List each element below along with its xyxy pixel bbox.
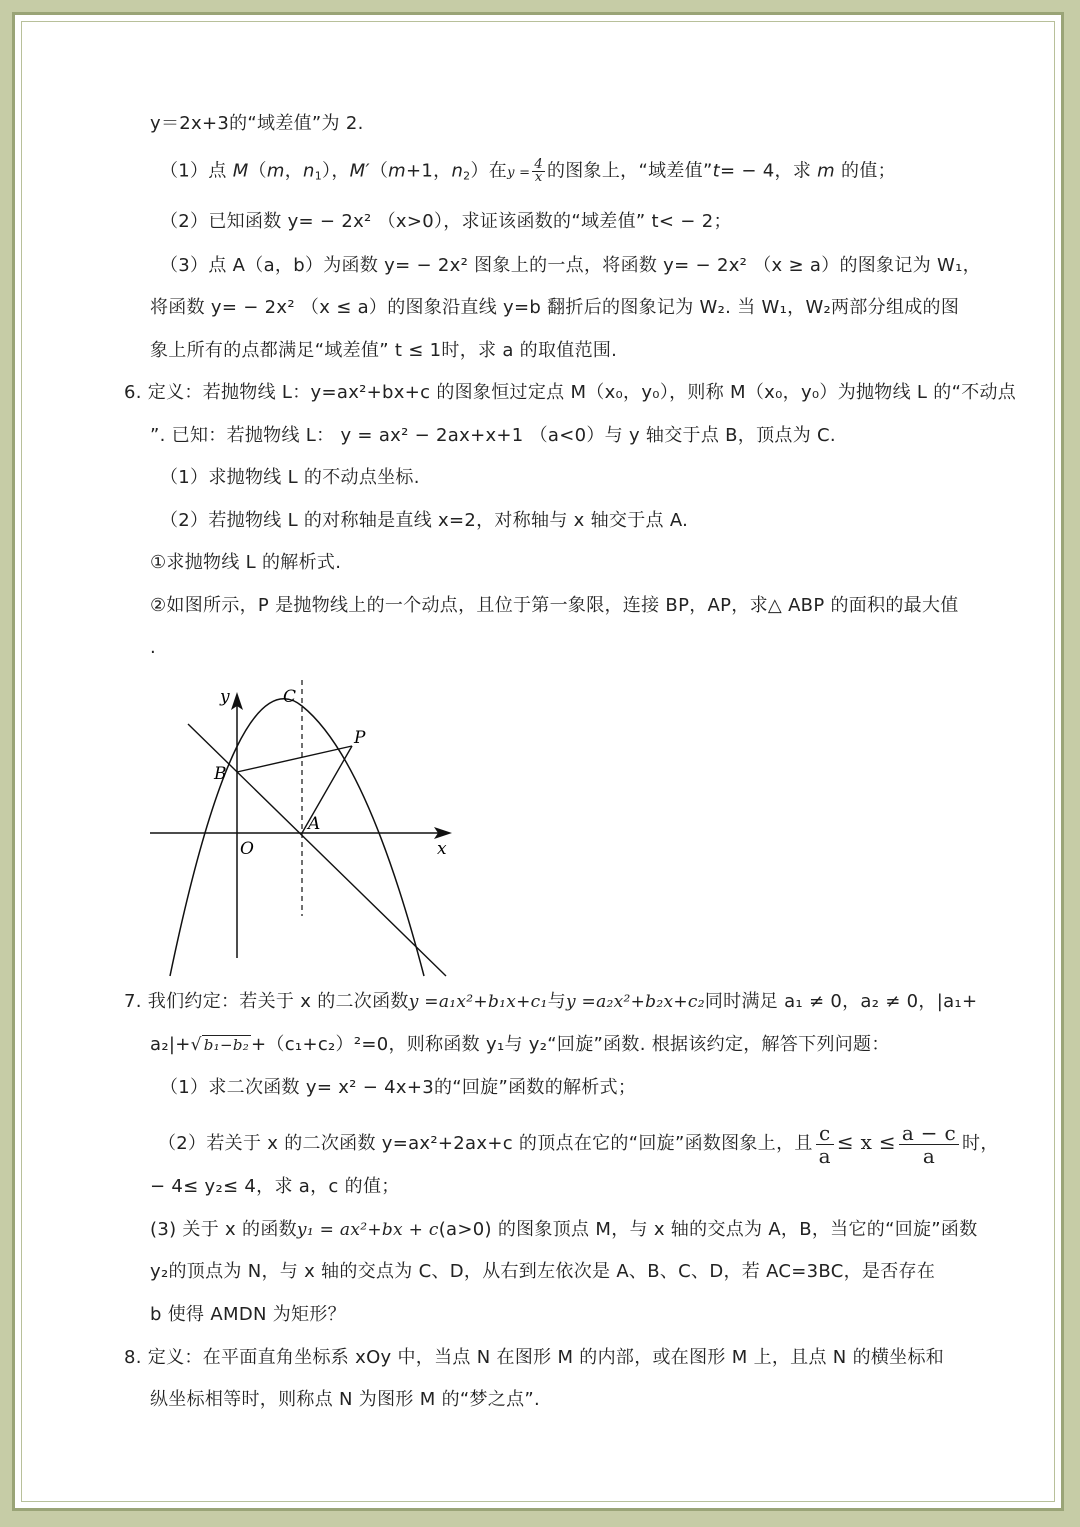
p5-q1-text-d: ）， — [322, 160, 350, 182]
parabola-curve — [170, 699, 424, 976]
p5-q1-text-c: ， — [284, 160, 303, 182]
p5-q1-text-i: = − 4，求 — [719, 160, 818, 182]
p7-line-1 — [124, 990, 977, 1014]
p8-line-1: 8. 定义：在平面直角坐标系 xOy 中，当点 N 在图形 M 的内部，或在图形 M 上，且点 N 的横坐标和 — [124, 1347, 945, 1368]
p5-q1-m: m — [266, 160, 285, 182]
p7-l4-ineq: ≤ x ≤ — [836, 1130, 896, 1154]
p7-l6-text-b: (a>0) 的图象顶点 M，与 x 轴的交点为 A，B，当它的“回旋”函数 — [438, 1219, 978, 1240]
p8-line-2: 纵坐标相等时，则称点 N 为图形 M 的“梦之点”. — [150, 1389, 541, 1410]
p5-q1-fraction — [532, 159, 545, 184]
p7-line-6 — [150, 1218, 978, 1242]
p7-l4-frac2-num: a − c — [899, 1122, 959, 1145]
label-x: x — [437, 839, 447, 859]
p5-q1-text-j: 的值； — [835, 160, 896, 182]
p6-line-1: 6. 定义：若抛物线 L：y=ax²+bx+c 的图象恒过定点 M（x₀，y₀），则称 M（x₀，y₀）为抛物线 L 的“不动点 — [124, 382, 1017, 403]
p7-l4-frac1-den: a — [818, 1143, 831, 1168]
p6-line-2: ”. 已知：若抛物线 L： y = ax² − 2ax+x+1 （a<0）与 y 轴交于点 B，顶点为 C. — [150, 425, 836, 446]
p7-l1-text-c: 同时满足 a₁ ≠ 0，a₂ ≠ 0，|a₁+ — [704, 991, 978, 1012]
label-O: O — [240, 839, 254, 859]
p7-l1-formula-1: y =a₁x²+b₁x+c₁ — [408, 992, 548, 1012]
p5-q1-text-b: （ — [248, 160, 267, 182]
p5-line-1: y＝2x+3的“域差值”为 2. — [150, 113, 364, 134]
p5-q1-n2: n — [451, 160, 464, 182]
p7-l2-text-b: +（c₁+c₂）²=0，则称函数 y₁与 y₂“回旋”函数. 根据该约定，解答下列问题： — [251, 1034, 890, 1055]
p7-l1-text-a: 7. 我们约定：若关于 x 的二次函数 — [124, 991, 409, 1012]
p7-line-8: b 使得 AMDN 为矩形？ — [150, 1304, 346, 1325]
p5-q1-t: t — [712, 160, 720, 182]
p6-line-7: . — [150, 637, 157, 658]
p7-l6-text-a: (3) 关于 x 的函数 — [150, 1219, 297, 1240]
p6-line-5: ①求抛物线 L 的解析式. — [150, 552, 342, 573]
p7-line-2 — [150, 1033, 890, 1057]
line-BA-extended — [188, 724, 446, 976]
p7-line-5: − 4≤ y₂≤ 4，求 a，c 的值； — [150, 1176, 400, 1197]
label-P: P — [354, 728, 366, 748]
p5-q1-M: M — [232, 160, 249, 182]
p7-l4-text-a: （2）若关于 x 的二次函数 y=ax²+2ax+c 的顶点在它的“回旋”函数图象上，且 — [158, 1133, 813, 1154]
p5-q1-m2: m — [817, 160, 835, 182]
sqrt-sign: √ — [190, 1035, 202, 1055]
p5-q1-text-a: （1）点 — [160, 160, 233, 182]
p7-line-4 — [158, 1118, 999, 1168]
p5-q3-line-3: 象上所有的点都满足“域差值” t ≤ 1时，求 a 的取值范围. — [150, 340, 618, 361]
p5-q1-frac-num: 4 — [534, 157, 543, 172]
p5-q1-text-h: 的图象上，“域差值” — [546, 160, 713, 182]
p5-q1-n2-sub: 2 — [463, 169, 471, 183]
p7-l2-sqrt: b₁−b₂ — [203, 1036, 250, 1054]
p7-line-3: （1）求二次函数 y= x² − 4x+3的“回旋”函数的解析式； — [160, 1077, 637, 1098]
p7-l4-frac-1 — [816, 1122, 834, 1167]
p5-q1-n-sub: 1 — [314, 169, 323, 183]
p5-q1-text-e: （ — [369, 160, 389, 182]
p5-q1-n: n — [303, 160, 315, 182]
p5-q1-m1: m — [388, 160, 407, 182]
label-C: C — [283, 687, 297, 707]
p5-q1-text-g: ）在 — [470, 160, 508, 182]
p6-line-3: （1）求抛物线 L 的不动点坐标. — [160, 467, 420, 488]
p7-l6-formula: y₁ = ax²+bx + c — [296, 1220, 439, 1240]
p7-l1-formula-2: y =a₂x²+b₂x+c₂ — [565, 992, 705, 1012]
p5-q3-line-1: （3）点 A（a，b）为函数 y= − 2x² 图象上的一点，将函数 y= − 2x² （x ≥ a）的图象记为 W₁， — [160, 255, 981, 276]
p5-q1-frac-lhs: y = — [507, 165, 531, 181]
p5-q1-frac-den: x — [534, 170, 543, 185]
p7-l4-frac-2 — [899, 1122, 959, 1167]
p7-l4-text-b: 时， — [962, 1133, 999, 1154]
p5-q1-text-f: +1， — [406, 160, 452, 182]
label-y: y — [220, 687, 230, 707]
p7-line-7: y₂的顶点为 N，与 x 轴的交点为 C、D，从右到左依次是 A、B、C、D，若 AC=3BC，是否存在 — [150, 1261, 936, 1282]
p6-line-4: （2）若抛物线 L 的对称轴是直线 x=2，对称轴与 x 轴交于点 A. — [160, 510, 689, 531]
p7-l2-text-a: a₂|+ — [150, 1034, 191, 1055]
segment-BP — [237, 746, 352, 772]
label-B: B — [214, 764, 227, 784]
p6-line-6: ②如图所示，P 是抛物线上的一个动点，且位于第一象限，连接 BP，AP，求△ ABP 的面积的最大值 — [150, 595, 959, 616]
p5-q1 — [160, 159, 896, 189]
p5-q2: （2）已知函数 y= − 2x² （x>0），求证该函数的“域差值” t< − 2； — [160, 211, 732, 232]
p7-l4-frac2-den: a — [922, 1143, 936, 1168]
p7-l1-text-b: 与 — [547, 991, 566, 1012]
label-A: A — [308, 814, 321, 834]
p5-q3-line-2: 将函数 y= − 2x² （x ≤ a）的图象沿直线 y=b 翻折后的图象记为 W₂. 当 W₁，W₂两部分组成的图 — [150, 297, 960, 318]
p5-q1-Mprime: M′ — [349, 160, 370, 182]
p7-l4-frac1-num: c — [816, 1122, 834, 1145]
parabola-figure — [140, 680, 460, 980]
